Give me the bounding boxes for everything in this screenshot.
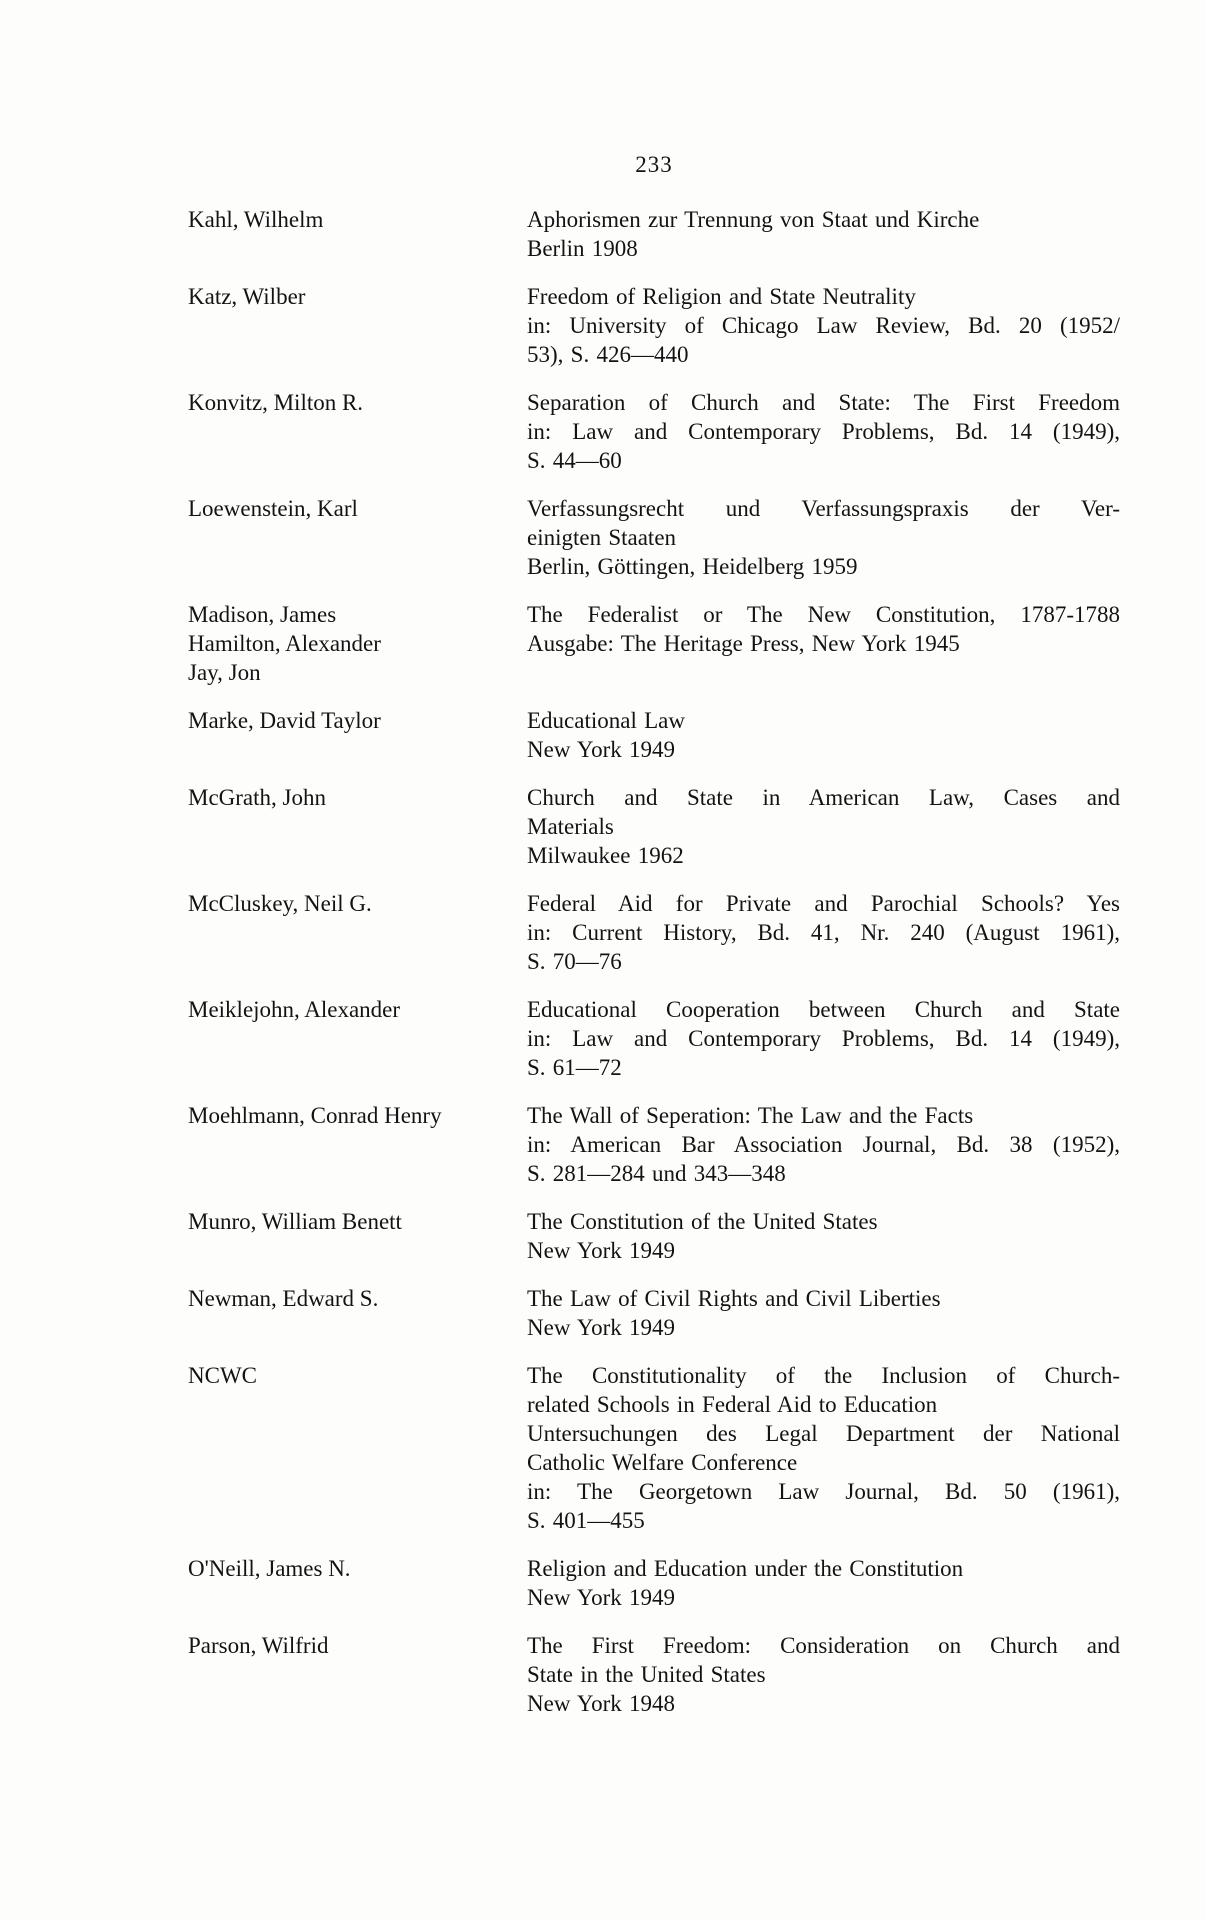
entry-author-name: Parson, Wilfrid (188, 1633, 329, 1658)
entry-title-line: New York 1949 (527, 1315, 676, 1340)
entry-title-line: The Constitution of the United States (527, 1209, 878, 1234)
entry-author-name: Moehlmann, Conrad Henry (188, 1103, 442, 1128)
page-number: 233 (635, 152, 673, 177)
entry-title-line: Catholic Welfare Conference (527, 1450, 798, 1475)
entry-author-name: Hamilton, Alexander (188, 631, 381, 656)
entry-author-col (188, 205, 527, 263)
entry-author-name: Munro, William Benett (188, 1209, 402, 1234)
bibliography-entry (188, 1361, 1120, 1535)
entry-title-line: The Constitutionality of the Inclusion of Church- (527, 1363, 1120, 1388)
entry-author-col (188, 282, 527, 369)
entry-title-line: Ausgabe: The Heritage Press, New York 1945 (527, 631, 960, 656)
bibliography-entry (188, 706, 1120, 764)
entry-author-col (188, 1101, 527, 1188)
entry-author-col (188, 995, 527, 1082)
entry-author-col (188, 706, 527, 764)
entry-title-line: Church and State in American Law, Cases and (527, 785, 1120, 810)
bibliography-entry (188, 783, 1120, 870)
entry-author-col (188, 1284, 527, 1342)
bibliography-entry (188, 1207, 1120, 1265)
bibliography-entry (188, 995, 1120, 1082)
entry-title-line: Freedom of Religion and State Neutrality (527, 284, 916, 309)
entry-title-line: in: Law and Contemporary Problems, Bd. 14 (1949), (527, 419, 1120, 444)
entry-title-line: related Schools in Federal Aid to Education (527, 1392, 938, 1417)
entry-author-name: Konvitz, Milton R. (188, 390, 364, 415)
entry-title-line: S. 44—60 (527, 448, 622, 473)
entry-title-line: Untersuchungen des Legal Department der National (527, 1421, 1120, 1446)
entry-title-line: The Wall of Seperation: The Law and the Facts (527, 1103, 974, 1128)
text-block (188, 150, 1120, 1737)
entry-title-line: in: The Georgetown Law Journal, Bd. 50 (1961), (527, 1479, 1120, 1504)
entry-title-line: Materials (527, 814, 614, 839)
bibliography-entry (188, 388, 1120, 475)
entry-title-line: in: American Bar Association Journal, Bd. 38 (1952), (527, 1132, 1120, 1157)
entry-title-col (527, 1284, 1120, 1342)
entry-title-line: in: University of Chicago Law Review, Bd. 20 (1952/ (527, 313, 1120, 338)
entry-title-line: in: Law and Contemporary Problems, Bd. 14 (1949), (527, 1026, 1120, 1051)
entry-author-name: McCluskey, Neil G. (188, 891, 372, 916)
entry-title-line: New York 1949 (527, 737, 676, 762)
entry-title-col (527, 600, 1120, 687)
entry-title-line: New York 1948 (527, 1691, 676, 1716)
bibliography-entries (188, 205, 1120, 1718)
entry-author-name: Newman, Edward S. (188, 1286, 379, 1311)
entry-author-name: Katz, Wilber (188, 284, 306, 309)
entry-title-col (527, 1554, 1120, 1612)
entry-author-col (188, 783, 527, 870)
entry-title-col (527, 282, 1120, 369)
entry-title-col (527, 783, 1120, 870)
bibliography-entry (188, 889, 1120, 976)
entry-author-name: McGrath, John (188, 785, 326, 810)
entry-title-line: 53), S. 426—440 (527, 342, 689, 367)
entry-author-name: NCWC (188, 1363, 257, 1388)
bibliography-entry (188, 1101, 1120, 1188)
entry-title-line: Aphorismen zur Trennung von Staat und Kirche (527, 207, 980, 232)
entry-title-line: Berlin, Göttingen, Heidelberg 1959 (527, 554, 858, 579)
entry-title-line: Educational Cooperation between Church and State (527, 997, 1120, 1022)
entry-title-line: New York 1949 (527, 1585, 676, 1610)
entry-title-line: in: Current History, Bd. 41, Nr. 240 (August 1961), (527, 920, 1120, 945)
bibliography-entry (188, 1554, 1120, 1612)
entry-title-line: S. 401—455 (527, 1508, 645, 1533)
entry-author-name: Jay, Jon (188, 660, 261, 685)
entry-title-col (527, 388, 1120, 475)
entry-title-line: Educational Law (527, 708, 685, 733)
entry-title-col (527, 1207, 1120, 1265)
entry-title-line: Berlin 1908 (527, 236, 638, 261)
bibliography-entry (188, 494, 1120, 581)
entry-title-line: New York 1949 (527, 1238, 676, 1263)
entry-author-name: Madison, James (188, 602, 337, 627)
entry-author-col (188, 1631, 527, 1718)
entry-title-line: Federal Aid for Private and Parochial Schools? Yes (527, 891, 1120, 916)
entry-title-col (527, 706, 1120, 764)
entry-title-line: Religion and Education under the Constitution (527, 1556, 964, 1581)
entry-title-line: The Law of Civil Rights and Civil Liberties (527, 1286, 941, 1311)
entry-title-line: S. 281—284 und 343—348 (527, 1161, 786, 1186)
entry-author-name: Loewenstein, Karl (188, 496, 358, 521)
entry-title-line: Milwaukee 1962 (527, 843, 684, 868)
entry-author-col (188, 1554, 527, 1612)
entry-author-col (188, 889, 527, 976)
entry-title-line: S. 70—76 (527, 949, 622, 974)
entry-author-name: Marke, David Taylor (188, 708, 381, 733)
entry-author-name: Kahl, Wilhelm (188, 207, 324, 232)
bibliography-entry (188, 1284, 1120, 1342)
entry-title-col (527, 1101, 1120, 1188)
entry-author-col (188, 388, 527, 475)
bibliography-entry (188, 1631, 1120, 1718)
entry-title-col (527, 494, 1120, 581)
entry-title-line: State in the United States (527, 1662, 766, 1687)
entry-title-line: S. 61—72 (527, 1055, 622, 1080)
entry-title-line: The Federalist or The New Constitution, 1787-1788 (527, 602, 1120, 627)
entry-title-col (527, 889, 1120, 976)
entry-title-line: The First Freedom: Consideration on Church and (527, 1633, 1120, 1658)
entry-author-col (188, 600, 527, 687)
entry-title-col (527, 205, 1120, 263)
bibliography-entry (188, 282, 1120, 369)
entry-title-line: Verfassungsrecht und Verfassungspraxis der Ver- (527, 496, 1120, 521)
entry-author-name: Meiklejohn, Alexander (188, 997, 401, 1022)
bibliography-entry (188, 205, 1120, 263)
entry-title-line: einigten Staaten (527, 525, 677, 550)
entry-title-line: Separation of Church and State: The First Freedom (527, 390, 1120, 415)
entry-author-col (188, 494, 527, 581)
entry-author-col (188, 1361, 527, 1535)
entry-author-name: O'Neill, James N. (188, 1556, 351, 1581)
entry-title-col (527, 1361, 1120, 1535)
bibliography-entry (188, 600, 1120, 687)
entry-title-col (527, 1631, 1120, 1718)
entry-title-col (527, 995, 1120, 1082)
entry-author-col (188, 1207, 527, 1265)
